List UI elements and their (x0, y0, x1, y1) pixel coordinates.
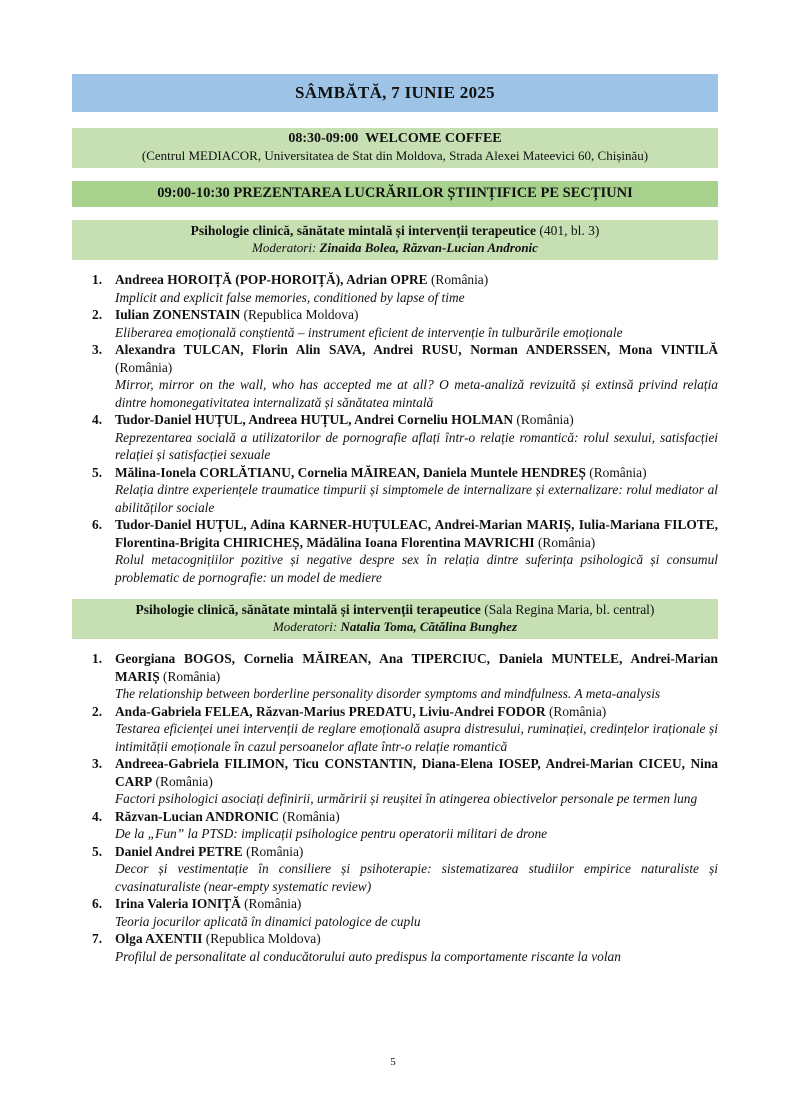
welcome-coffee-location: (Centrul MEDIACOR, Universitatea de Stat din Moldova, Strada Alexei Mateevici 60, Chișinău) (141, 148, 649, 163)
authors: Anda-Gabriela FELEA, Răzvan-Marius PREDATU, Liviu-Andrei FODOR (115, 703, 546, 719)
presentation-item (92, 808, 718, 843)
moderators-line (80, 240, 710, 256)
presentation-item (92, 843, 718, 896)
item-number: 3. (92, 342, 103, 357)
authors-line (115, 650, 718, 685)
authors: Iulian ZONENSTAIN (115, 307, 241, 322)
authors-line (115, 843, 718, 861)
authors: Andreea HOROIȚĂ (POP-HOROIȚĂ), Adrian OPRE (115, 272, 428, 287)
presentation-item (92, 306, 718, 341)
authors-line (115, 306, 718, 324)
authors-line (115, 895, 718, 913)
country: (România) (115, 359, 173, 375)
item-number: 1. (92, 272, 103, 287)
item-number: 2. (92, 703, 103, 719)
presentation-item (92, 650, 718, 703)
authors: Tudor-Daniel HUȚUL, Andreea HUȚUL, Andrei Corneliu HOLMAN (115, 412, 514, 427)
country: (România) (534, 534, 596, 550)
country: (România) (585, 464, 647, 480)
item-number: 5. (92, 464, 103, 480)
paper-title: Teoria jocurilor aplicată în dinamici patologice de cuplu (115, 913, 421, 929)
paper-title: Rolul metacognițiilor pozitive și negative despre sex în relația dintre suferința psihologică și consumul problematic de pornografie: un model de mediere (115, 552, 718, 585)
day-banner-title: SÂMBĂTĂ, 7 IUNIE 2025 (295, 83, 495, 102)
welcome-coffee-block (72, 128, 718, 168)
authors-line (115, 930, 718, 948)
item-number: 3. (92, 756, 103, 771)
day-banner (72, 74, 718, 112)
authors-line (115, 271, 718, 289)
country: (Republica Moldova) (240, 307, 359, 322)
moderators-label: Moderatori: (252, 240, 320, 255)
session-banner-title: 09:00-10:30 PREZENTAREA LUCRĂRILOR ȘTIINȚIFICE PE SECȚIUNI (157, 185, 633, 201)
country: (Republica Moldova) (202, 931, 321, 946)
paper-title: Implicit and explicit false memories, conditioned by lapse of time (115, 289, 465, 305)
country: (România) (279, 808, 340, 824)
authors: Tudor-Daniel HUȚUL, Adina KARNER-HUȚULEAC, Andrei-Marian MARIȘ, Iulia-Mariana FILOTE, Florentina-Brigita CHIRICHEȘ, Mădălina Ioana Florentina MAVRICHI (115, 517, 718, 550)
section-header-2 (72, 599, 718, 639)
authors: Georgiana BOGOS, Cornelia MĂIREAN, Ana TIPERCIUC, Daniela MUNTELE, Andrei-Marian MARIȘ (115, 651, 718, 684)
moderators-label: Moderatori: (272, 619, 341, 634)
presentation-item (92, 930, 718, 965)
country: (România) (427, 272, 489, 287)
authors-line (115, 808, 718, 826)
paper-title: Decor și vestimentație în consiliere și psihoterapie: sistematizarea studiilor empirice naturaliste și cvasinaturaliste (near-empty systematic review) (115, 861, 718, 894)
paper-title: Reprezentarea socială a utilizatorilor de pornografie aflați într-o relație romantică: rolul sexului, satisfacției relației și satisfacției sexuale (115, 429, 718, 462)
paper-title: The relationship between borderline personality disorder symptoms and mindfulness. A meta-analysis (115, 686, 661, 701)
presentation-item (92, 755, 718, 808)
item-number: 4. (92, 808, 103, 824)
item-number: 1. (92, 651, 103, 666)
country: (România) (545, 703, 607, 719)
presentation-item (92, 271, 718, 306)
authors-line (115, 341, 718, 376)
country: (România) (240, 896, 302, 911)
paper-title: Profilul de personalitate al conducătorului auto predispus la comportamente riscante la volan (115, 948, 621, 964)
item-number: 5. (92, 843, 103, 859)
authors: Mălina-Ionela CORLĂTIANU, Cornelia MĂIREAN, Daniela Muntele HENDREȘ (115, 464, 586, 480)
authors-line (115, 703, 718, 721)
item-number: 6. (92, 517, 103, 532)
welcome-coffee-title: 08:30-09:00 WELCOME COFFEE (288, 131, 502, 146)
authors: Andreea-Gabriela FILIMON, Ticu CONSTANTIN, Diana-Elena IOSEP, Andrei-Marian CICEU, Nina CARP (115, 756, 718, 789)
presentation-item (92, 895, 718, 930)
paper-title: Eliberarea emoțională conștientă – instrument eficient de intervenție în tulburările emoționale (115, 324, 623, 340)
session-banner (72, 181, 718, 207)
paper-title: Testarea eficienței unei intervenții de reglare emoțională asupra distresului, ruminației, credințelor iraționale și intimității emoționale în cazul persoanelor aflate într-o relație romantică (115, 721, 718, 754)
country: (România) (242, 843, 304, 859)
presentation-item (92, 341, 718, 411)
presentation-item (92, 411, 718, 464)
page-number: 5 (390, 1056, 396, 1068)
country: (România) (159, 668, 221, 684)
country: (România) (152, 773, 213, 789)
authors: Răzvan-Lucian ANDRONIC (115, 808, 280, 824)
authors-line (115, 464, 718, 482)
authors: Daniel Andrei PETRE (115, 843, 243, 859)
section-title: Psihologie clinică, sănătate mintală și intervenții terapeutice (135, 602, 481, 617)
paper-title: De la „Fun” la PTSD: implicații psihologice pentru operatorii militari de drone (115, 826, 548, 841)
item-number: 4. (92, 412, 103, 427)
paper-list-1 (92, 271, 718, 586)
section-title: Psihologie clinică, sănătate mintală și intervenții terapeutice (190, 223, 536, 238)
presentation-item (92, 464, 718, 517)
item-number: 2. (92, 307, 103, 322)
country: (România) (513, 412, 574, 427)
section-room: (401, bl. 3) (535, 223, 600, 238)
presentation-item (92, 703, 718, 756)
section-title-line (80, 223, 710, 239)
paper-title: Mirror, mirror on the wall, who has accepted me at all? O meta-analiză revizuită și extinsă privind relația dintre homonegativitatea internalizată și sănătatea mintală (115, 377, 718, 410)
paper-title: Relația dintre experiențele traumatice timpurii și simptomele de internalizare și externalizare: rolul mediator al abilităților sociale (115, 482, 718, 515)
moderators-line (80, 619, 710, 635)
authors: Irina Valeria IONIȚĂ (115, 896, 241, 911)
authors: Olga AXENTII (115, 931, 203, 946)
authors: Alexandra TULCAN, Florin Alin SAVA, Andrei RUSU, Norman ANDERSSEN, Mona VINTILĂ (115, 342, 718, 357)
authors-line (115, 516, 718, 551)
paper-title: Factori psihologici asociați definirii, urmăririi și reușitei în atingerea obiectivelor personale pe termen lung (115, 791, 698, 806)
moderators-names: Natalia Toma, Cătălina Bunghez (340, 619, 518, 634)
paper-list-2 (92, 650, 718, 965)
program-page (72, 74, 718, 965)
authors-line (115, 755, 718, 790)
section-title-line (80, 602, 710, 618)
section-header-1 (72, 220, 718, 260)
item-number: 6. (92, 896, 103, 911)
section-room: (Sala Regina Maria, bl. central) (480, 602, 655, 617)
item-number: 7. (92, 931, 103, 946)
authors-line (115, 411, 718, 429)
presentation-item (92, 516, 718, 586)
moderators-names: Zinaida Bolea, Răzvan-Lucian Andronic (319, 240, 538, 255)
